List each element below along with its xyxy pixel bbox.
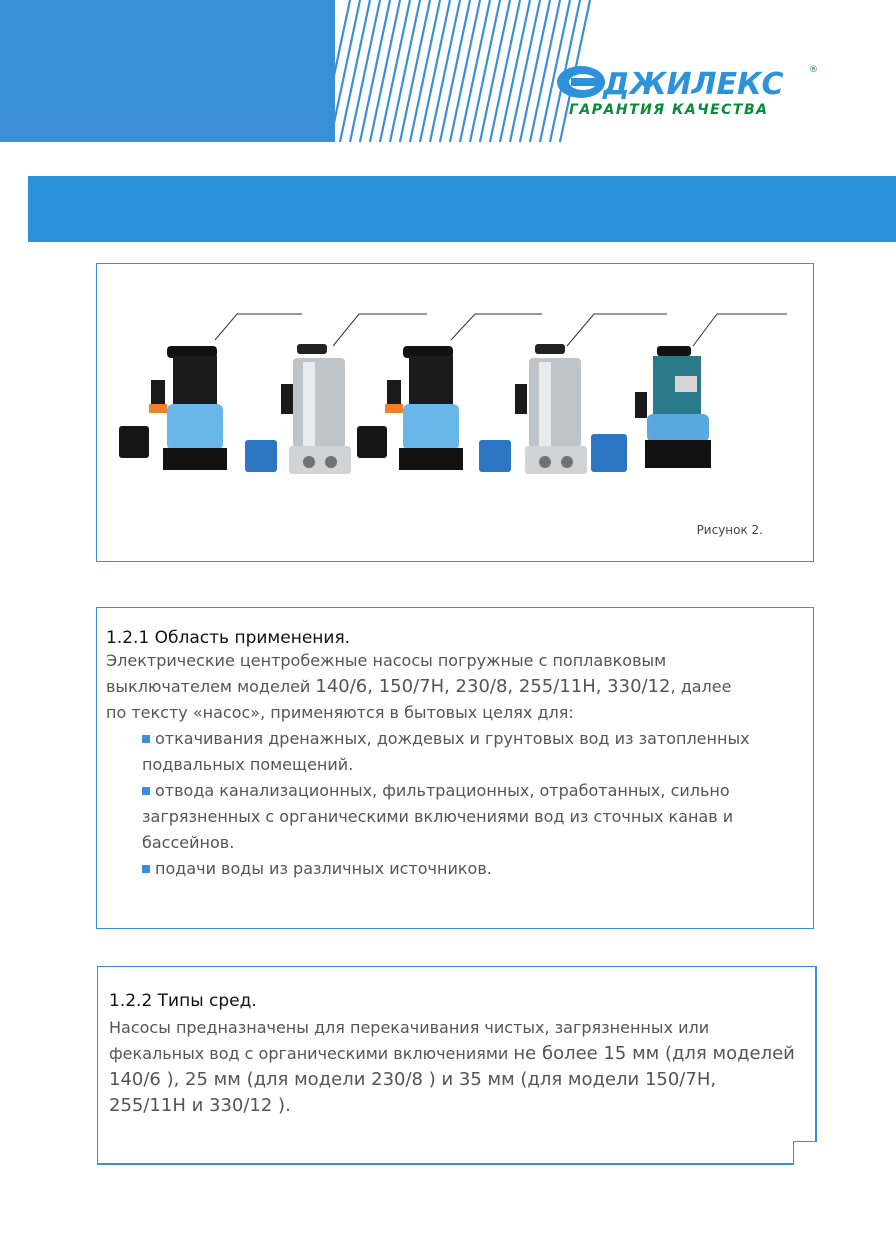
pump-4-icon <box>479 344 587 474</box>
list-item: отвода канализационных, фильтрационных, отработанных, сильно загрязненных с органическими включениями вод из сточных канав и бассейнов. <box>142 781 734 852</box>
list-item: подачи воды из различных источников. <box>106 856 806 882</box>
pump-2-icon <box>245 344 351 474</box>
media-box-right-border <box>815 966 817 1142</box>
brand-tagline: ГАРАНТИЯ КАЧЕСТВА <box>569 102 769 118</box>
section-media-text: Насосы предназначены для перекачивания чистых, загрязненных или фекальных вод с органическими включениями не более 15 мм (для моделей 140/6 ), 25 мм (для модели 230/8 ) и 35 мм (для модели 150/7Н, 255/11Н и 330/12 ). <box>109 1018 795 1116</box>
pumps-illustration <box>97 264 815 563</box>
title-band <box>28 176 896 242</box>
list-item: откачивания дренажных, дождевых и грунтовых вод из затопленных подвальных помещений. <box>142 729 750 774</box>
header-blue-block <box>0 0 335 142</box>
figure-caption: Рисунок 2. <box>696 523 763 537</box>
section-media-box <box>97 966 816 1165</box>
brand-name: ДЖИЛЕКС <box>603 67 784 102</box>
section-media-title: 1.2.2 Типы сред. <box>109 991 257 1011</box>
bullet-icon <box>142 735 150 743</box>
bullet-icon <box>142 787 150 795</box>
pump-1-icon <box>119 346 227 470</box>
section-application-title: 1.2.1 Область применения. <box>106 628 351 648</box>
intro-line-2: выключателем моделей 140/6, 150/7Н, 230/8, 255/11Н, 330/12, далее <box>106 676 732 697</box>
pump-3-icon <box>357 346 463 470</box>
media-box-bottom-border <box>97 1163 794 1165</box>
section-application-box <box>96 607 814 929</box>
section-application-text <box>106 648 806 882</box>
brand-logo <box>555 58 817 122</box>
logo-mark-icon <box>557 66 605 98</box>
media-box-corner-notch <box>793 1141 817 1165</box>
intro-line-3: по тексту «насос», применяются в бытовых целях для: <box>106 703 574 722</box>
intro-line-1: Электрические центробежные насосы погружные с поплавковым <box>106 651 667 670</box>
bullet-icon <box>142 865 150 873</box>
figure-box <box>96 263 814 562</box>
leader-lines <box>215 314 787 346</box>
brand-registered: ® <box>809 65 818 75</box>
pump-5-icon <box>591 346 711 472</box>
